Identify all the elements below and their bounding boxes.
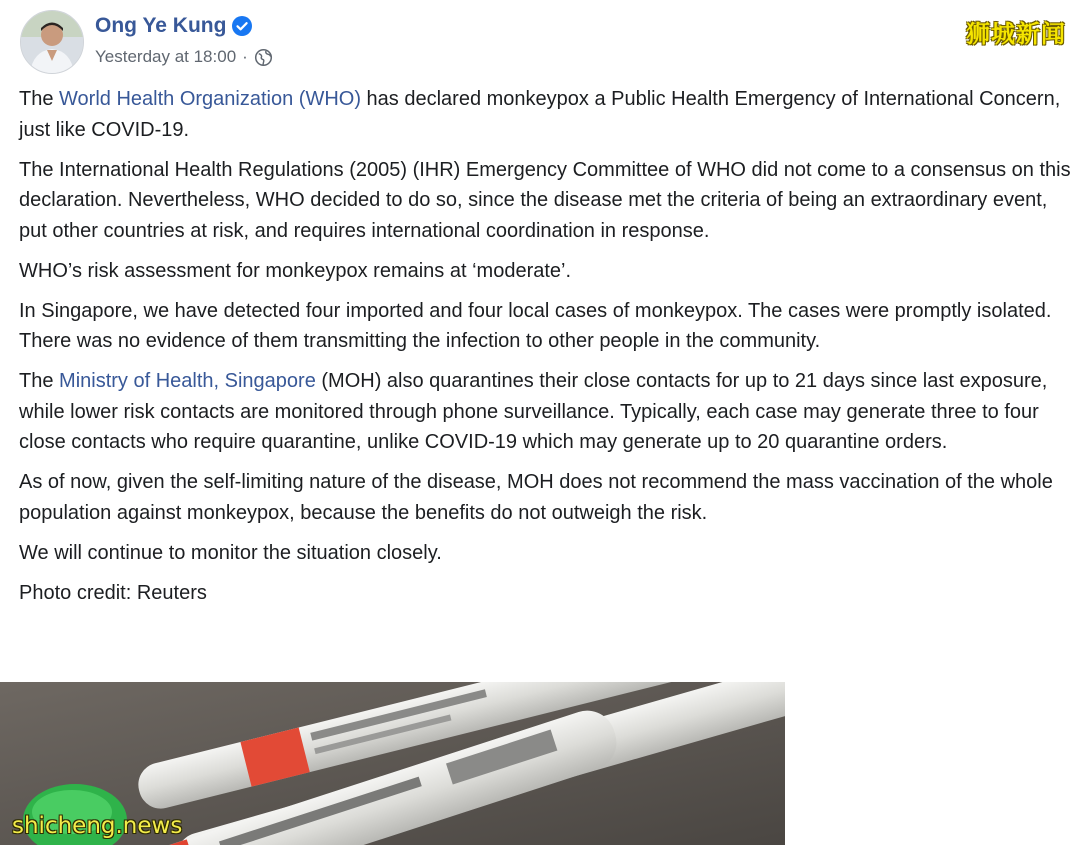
globe-icon[interactable] — [254, 48, 273, 67]
post-header — [20, 10, 920, 74]
text-segment: (MOH) also quarantines their close contacts for up to 21 days since last exposure, while lower risk contacts are monitored through phone surveillance. Typically, each case may generate three to four close contacts who require quarantine, unlike COVID-19 which may generate up to 20 quarantine orders. — [19, 370, 1048, 453]
paragraph-who-declaration — [19, 84, 1071, 145]
paragraph-vaccination: As of now, given the self-limiting nature of the disease, MOH does not recommend the mass vaccination of the whole population against monkeypox, because the benefits do not outweigh the risk. — [19, 471, 1053, 524]
text-segment: has declared monkeypox a Public Health Emergency of International Concern, just like COVID-19. — [19, 88, 1061, 141]
paragraph-monitor: We will continue to monitor the situation closely. — [19, 541, 442, 564]
moh-link[interactable]: Ministry of Health, Singapore — [59, 370, 316, 392]
text-segment: The — [19, 370, 60, 392]
post-text — [19, 84, 1071, 618]
photo-watermark: shicheng.news — [12, 813, 183, 839]
verified-badge-icon — [232, 16, 252, 36]
who-link[interactable]: World Health Organization (WHO) — [59, 88, 361, 110]
post-meta — [95, 45, 273, 69]
post-photo[interactable] — [0, 682, 785, 845]
brand-watermark: 狮城新闻 — [966, 20, 1066, 48]
paragraph-risk-assessment: WHO’s risk assessment for monkeypox remains at ‘moderate’. — [19, 259, 572, 282]
paragraph-moh-quarantine — [19, 366, 1071, 458]
author-row — [95, 12, 252, 40]
paragraph-singapore-cases: In Singapore, we have detected four imported and four local cases of monkeypox. The cases were promptly isolated. There was no evidence of them transmitting the infection to other people in the community. — [19, 299, 1052, 352]
text-segment: The — [19, 88, 60, 110]
author-avatar[interactable] — [20, 10, 84, 74]
paragraph-ihr-committee: The International Health Regulations (2005) (IHR) Emergency Committee of WHO did not come to a consensus on this declaration. Nevertheless, WHO decided to do so, since the disease met the criteria of being an extraordinary event, put other countries at risk, and requires international coordination in response. — [19, 158, 1071, 242]
post-timestamp[interactable]: Yesterday at 18:00 — [95, 47, 237, 66]
meta-separator: · — [242, 47, 248, 66]
photo-credit: Photo credit: Reuters — [19, 581, 207, 604]
author-name[interactable]: Ong Ye Kung — [95, 14, 227, 37]
